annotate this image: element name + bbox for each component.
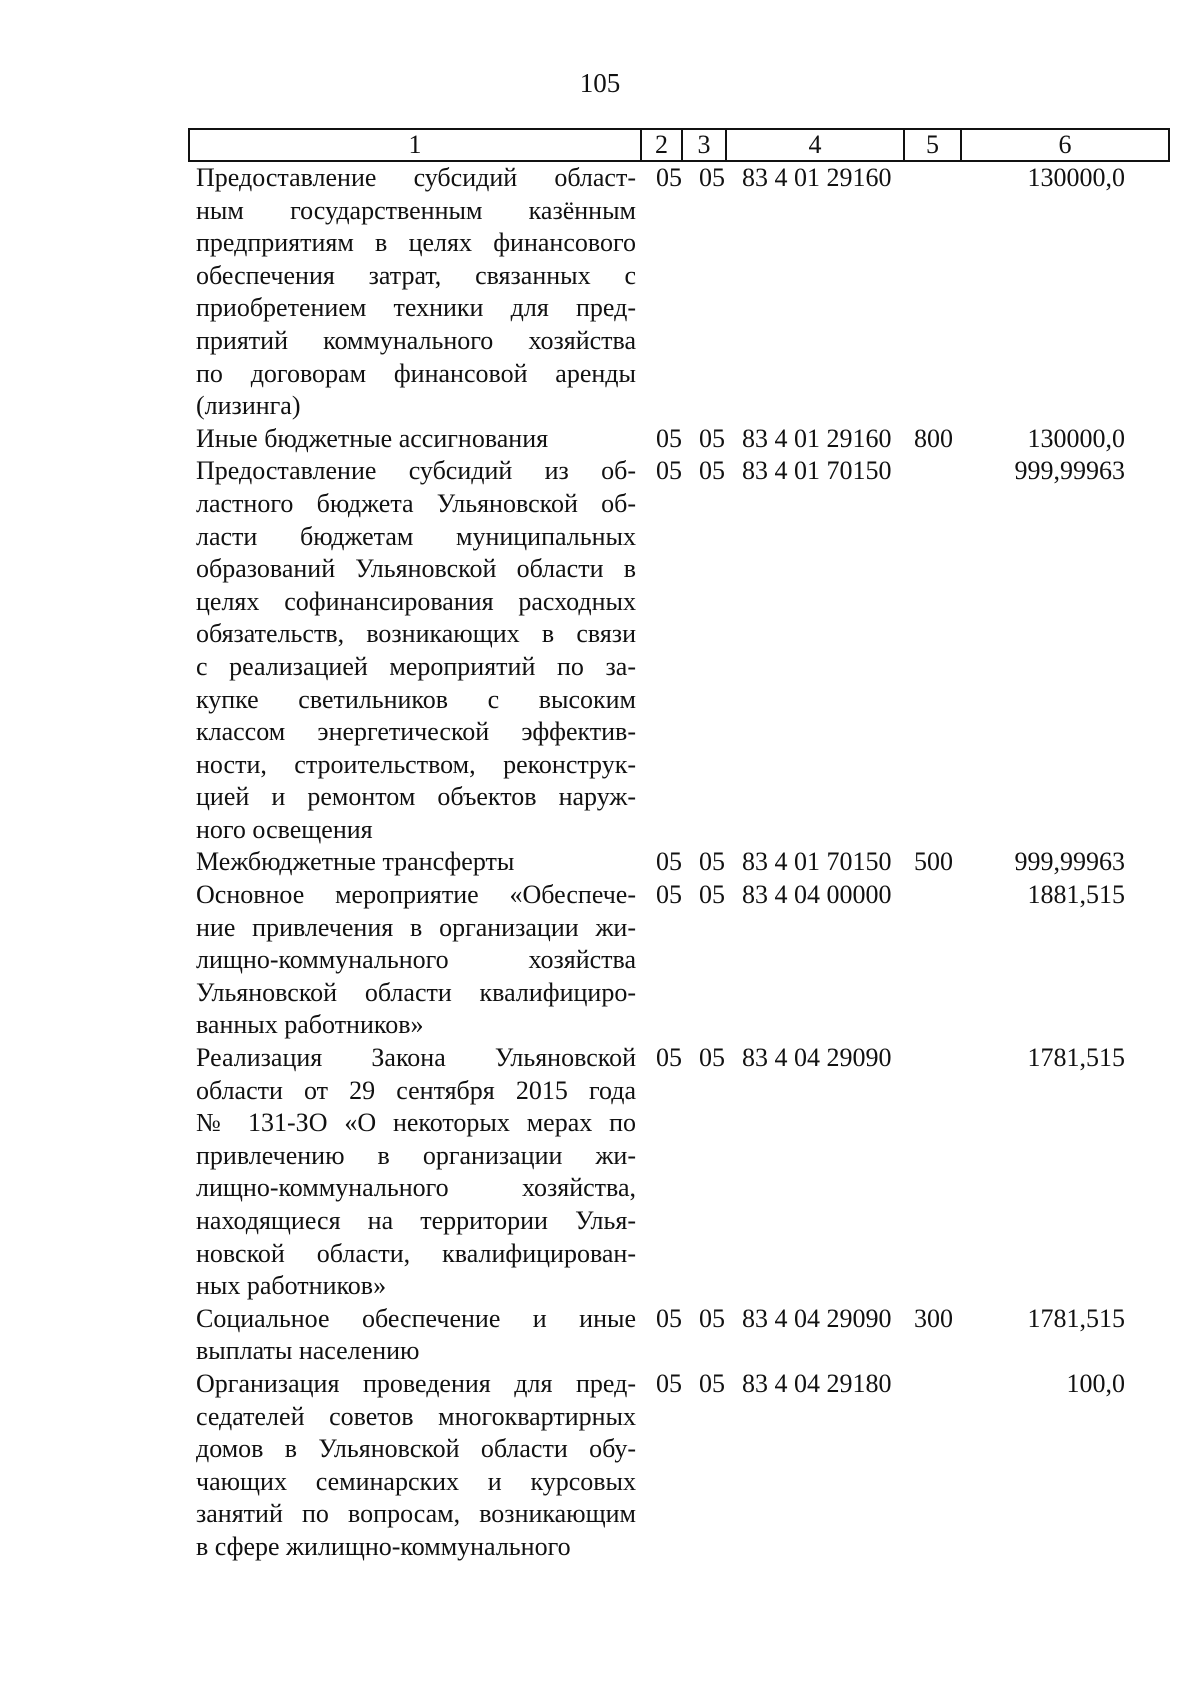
description-line: ластного бюджета Ульяновской об- xyxy=(196,488,636,518)
description-line: ных работников» xyxy=(196,1271,387,1301)
table-row xyxy=(0,455,1200,846)
row-col-2: 05 xyxy=(656,847,682,877)
row-description xyxy=(196,1303,636,1368)
description-line: предприятиям в целях финансового xyxy=(196,228,636,258)
description-line: ванных работников» xyxy=(196,1010,424,1040)
row-col-6: 130000,0 xyxy=(1027,423,1125,453)
row-col-3: 05 xyxy=(699,163,725,192)
table-row xyxy=(0,1042,1200,1303)
description-line: занятий по вопросам, возникающим xyxy=(196,1499,636,1529)
table-row xyxy=(0,423,1200,456)
header-col-1: 1 xyxy=(190,130,642,160)
row-col-5: 300 xyxy=(914,1303,953,1333)
description-line: лищно-коммунального хозяйства xyxy=(196,945,636,975)
description-line: Предоставление субсидий област- xyxy=(196,163,636,192)
row-col-4: 83 4 04 29090 xyxy=(742,1043,892,1073)
description-line: Основное мероприятие «Обеспече- xyxy=(196,880,636,910)
row-col-2: 05 xyxy=(656,1043,682,1073)
table-row xyxy=(0,1303,1200,1368)
description-line: седателей советов многоквартирных xyxy=(196,1401,636,1431)
description-line: ласти бюджетам муниципальных xyxy=(196,521,636,551)
description-line: образований Ульяновской области в xyxy=(196,554,636,584)
description-line: ние привлечения в организации жи- xyxy=(196,912,636,942)
row-col-5: 500 xyxy=(914,847,953,877)
row-description xyxy=(196,879,636,1042)
description-line: обязательств, возникающих в связи xyxy=(196,619,636,649)
table-body xyxy=(0,162,1200,1564)
row-col-6: 999,99963 xyxy=(1014,847,1125,877)
row-col-6: 1881,515 xyxy=(1027,880,1125,910)
row-col-3: 05 xyxy=(699,1303,725,1333)
table-row xyxy=(0,846,1200,879)
description-line: классом энергетической эффектив- xyxy=(196,717,636,747)
row-col-2: 05 xyxy=(656,456,682,486)
row-col-4: 83 4 04 29090 xyxy=(742,1303,892,1333)
row-description xyxy=(196,162,636,423)
description-line: ного освещения xyxy=(196,814,373,844)
header-col-6: 6 xyxy=(1058,130,1072,159)
row-col-2: 05 xyxy=(656,1303,682,1333)
row-col-3: 05 xyxy=(699,1043,725,1073)
header-col-5: 5 xyxy=(905,130,962,160)
table-row xyxy=(0,879,1200,1042)
row-col-6: 1781,515 xyxy=(1027,1043,1125,1073)
table-row xyxy=(0,1368,1200,1564)
description-line: ным государственным казённым xyxy=(196,195,636,225)
description-line: в сфере жилищно-коммунального xyxy=(196,1531,571,1561)
description-line: домов в Ульяновской области обу- xyxy=(196,1434,636,1464)
table-row xyxy=(0,162,1200,423)
row-col-3: 05 xyxy=(699,1368,725,1398)
row-col-6: 999,99963 xyxy=(1014,456,1125,486)
description-line: целях софинансирования расходных xyxy=(196,586,636,616)
description-line: новской области, квалифицирован- xyxy=(196,1238,636,1268)
row-col-3: 05 xyxy=(699,880,725,910)
table-header xyxy=(188,128,1170,162)
description-line: Предоставление субсидий из об- xyxy=(196,456,636,486)
description-line: купке светильников с высоким xyxy=(196,684,636,714)
row-col-3: 05 xyxy=(699,423,725,453)
description-line: выплаты населению xyxy=(196,1336,420,1366)
description-line: Организация проведения для пред- xyxy=(196,1368,636,1398)
header-col-4: 4 xyxy=(727,130,905,160)
row-col-2: 05 xyxy=(656,423,682,453)
description-line: № 131-ЗО «О некоторых мерах по xyxy=(196,1108,636,1138)
description-line: Реализация Закона Ульяновской xyxy=(196,1043,636,1073)
row-description xyxy=(196,846,636,879)
description-line: цией и ремонтом объектов наруж- xyxy=(196,782,636,812)
row-col-4: 83 4 01 29160 xyxy=(742,423,892,453)
row-col-4: 83 4 04 00000 xyxy=(742,880,892,910)
row-col-4: 83 4 04 29180 xyxy=(742,1368,892,1398)
description-line: ности, строительством, реконструк- xyxy=(196,749,636,779)
description-line: Иные бюджетные ассигнования xyxy=(196,423,549,453)
row-col-3: 05 xyxy=(699,456,725,486)
row-col-6: 100,0 xyxy=(1066,1368,1125,1398)
row-description xyxy=(196,1368,636,1564)
row-col-3: 05 xyxy=(699,847,725,877)
row-col-4: 83 4 01 70150 xyxy=(742,456,892,486)
header-col-3: 3 xyxy=(683,130,727,160)
description-line: области от 29 сентября 2015 года xyxy=(196,1075,636,1105)
page-number: 105 xyxy=(579,68,621,98)
description-line: (лизинга) xyxy=(196,391,301,421)
header-col-2: 2 xyxy=(642,130,683,160)
description-line: привлечению в организации жи- xyxy=(196,1140,636,1170)
row-description xyxy=(196,455,636,846)
row-col-6: 130000,0 xyxy=(1027,163,1125,192)
row-col-4: 83 4 01 70150 xyxy=(742,847,892,877)
row-description xyxy=(196,423,636,456)
description-line: обеспечения затрат, связанных с xyxy=(196,260,636,290)
row-col-4: 83 4 01 29160 xyxy=(742,163,892,192)
row-description xyxy=(196,1042,636,1303)
description-line: Ульяновской области квалифициро- xyxy=(196,977,636,1007)
row-col-2: 05 xyxy=(656,1368,682,1398)
description-line: лищно-коммунального хозяйства, xyxy=(196,1173,636,1203)
row-col-6: 1781,515 xyxy=(1027,1303,1125,1333)
description-line: по договорам финансовой аренды xyxy=(196,358,636,388)
row-col-2: 05 xyxy=(656,880,682,910)
row-col-5: 800 xyxy=(914,423,953,453)
description-line: чающих семинарских и курсовых xyxy=(196,1466,636,1496)
row-col-2: 05 xyxy=(656,163,682,192)
description-line: приятий коммунального хозяйства xyxy=(196,325,636,355)
description-line: находящиеся на территории Улья- xyxy=(196,1206,636,1235)
description-line: Социальное обеспечение и иные xyxy=(196,1303,636,1333)
description-line: Межбюджетные трансферты xyxy=(196,847,515,877)
description-line: с реализацией мероприятий по за- xyxy=(196,651,636,681)
description-line: приобретением техники для пред- xyxy=(196,293,636,323)
